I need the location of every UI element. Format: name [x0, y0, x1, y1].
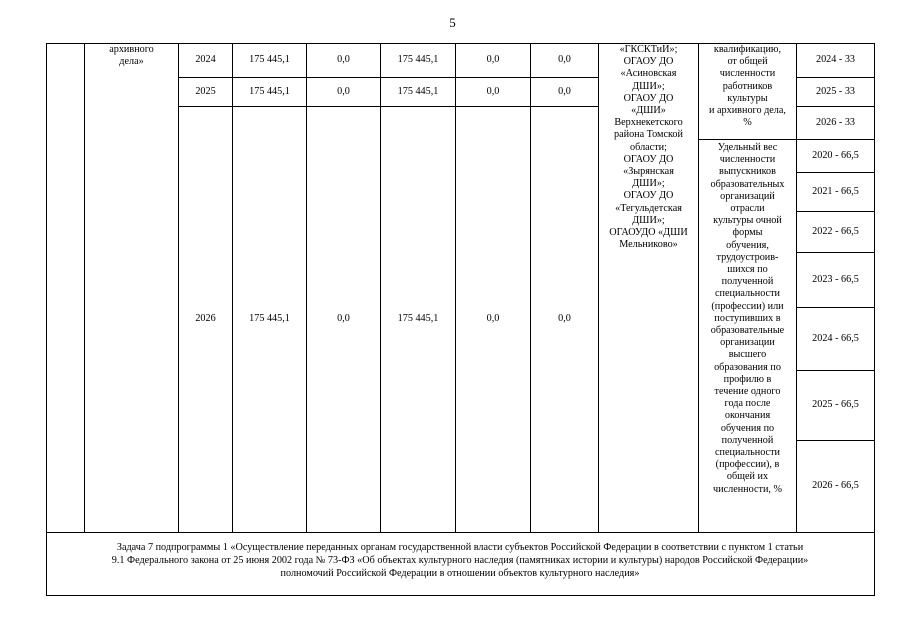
- year-cell: 2026: [195, 313, 216, 325]
- indicator-line: образовательные: [710, 325, 785, 337]
- indicator-line: и архивного дела,: [709, 105, 786, 117]
- indicator-line: Удельный вес: [717, 142, 778, 153]
- value-cell: 175 445,1: [397, 54, 439, 66]
- executor-line: области;: [630, 141, 667, 153]
- event-name-line: дела»: [119, 56, 144, 68]
- executor-line: ДШИ»;: [632, 178, 665, 190]
- indicator-line: численности: [719, 154, 776, 166]
- indicator-line: %: [743, 117, 752, 129]
- year-cell: 2025: [195, 85, 216, 97]
- value-cell: 0,0: [337, 85, 350, 97]
- indicator-text-cell: [699, 44, 796, 139]
- indicator-line: обучения по: [720, 422, 775, 434]
- indicator-line: организаций: [720, 190, 775, 202]
- executor-line: ДШИ»;: [632, 214, 665, 226]
- executor-line: ОГАОУ ДО: [623, 92, 674, 104]
- executor-line: ОГАОУ ДО: [623, 56, 674, 68]
- executor-line: ОГАОУДО «ДШИ: [609, 227, 688, 239]
- indicator-line: общей их: [726, 471, 769, 483]
- event-name-cell: [85, 44, 178, 84]
- indicator-text-cell: [699, 142, 796, 532]
- task-description-line: полномочий Российской Федерации в отношении объектов культурного наследия»: [280, 568, 640, 579]
- indicator-value-cell: 2025 - 33: [815, 85, 856, 97]
- value-cell: 175 445,1: [397, 313, 439, 325]
- executor-line: ОГАОУ ДО: [623, 153, 674, 165]
- value-cell: 0,0: [558, 54, 571, 66]
- indicator-line: года после: [724, 398, 771, 410]
- indicator-line: отрасли: [730, 203, 765, 215]
- indicator-line: (профессии) или: [711, 300, 784, 312]
- indicator-line: поступивших в: [714, 312, 781, 324]
- value-cell: 0,0: [337, 54, 350, 66]
- indicator-line: профилю в: [723, 373, 772, 385]
- indicator-value-cell: 2026 - 33: [815, 116, 856, 128]
- executor-line: «ДШИ»: [631, 105, 666, 117]
- executor-line: «Зырянская: [623, 166, 674, 178]
- task-description-line: 9.1 Федерального закона от 25 июня 2002 года № 73-ФЗ «Об объектах культурного наследия (памятниках истории и культуры) народов Российской Федерации»: [111, 555, 809, 566]
- executor-cell: [599, 44, 698, 284]
- indicator-line: специальности: [715, 447, 780, 459]
- indicator-line: полученной: [721, 434, 774, 446]
- indicator-line: специальности: [715, 288, 780, 300]
- year-cell: 2024: [195, 54, 216, 66]
- indicator-value-cell: 2026 - 66,5: [812, 480, 859, 492]
- indicator-line: образовательных: [710, 178, 785, 190]
- indicator-line: образования по: [714, 361, 781, 373]
- event-name-line: архивного: [109, 44, 154, 55]
- executor-line: ДШИ»;: [632, 80, 665, 92]
- page-number: 5: [449, 15, 456, 30]
- indicator-line: культуры: [727, 92, 768, 104]
- indicator-line: квалификацию,: [713, 44, 782, 55]
- indicator-line: обучения,: [726, 239, 769, 251]
- indicator-line: трудоустроив-: [716, 251, 779, 263]
- indicator-line: численности: [719, 68, 776, 80]
- executor-line: «ГКСКТиИ»;: [619, 44, 678, 55]
- indicator-value-cell: 2023 - 66,5: [812, 273, 859, 285]
- value-cell: 0,0: [486, 313, 500, 325]
- indicator-line: организации: [720, 337, 775, 349]
- indicator-value-cell: 2022 - 66,5: [812, 225, 859, 237]
- value-cell: 0,0: [558, 85, 571, 97]
- indicator-value-cell: 2020 - 66,5: [812, 149, 859, 161]
- executor-line: «Тегульдетская: [615, 202, 682, 214]
- value-cell: 175 445,1: [249, 313, 290, 325]
- task-description: [46, 541, 874, 580]
- indicator-line: течение одного: [714, 386, 781, 398]
- executor-line: ОГАОУ ДО: [623, 190, 674, 202]
- executor-line: Верхнекетского: [614, 117, 683, 129]
- indicator-line: полученной: [721, 276, 774, 288]
- indicator-line: (профессии), в: [715, 459, 780, 471]
- indicator-line: от общей: [727, 56, 768, 68]
- value-cell: 0,0: [558, 313, 571, 325]
- indicator-line: высшего: [728, 349, 767, 361]
- indicator-value-cell: 2024 - 66,5: [812, 332, 859, 344]
- indicator-line: работников: [722, 80, 773, 92]
- indicator-line: окончания: [724, 410, 771, 422]
- value-cell: 0,0: [486, 54, 500, 66]
- value-cell: 0,0: [337, 313, 350, 325]
- indicator-line: шихся по: [727, 264, 768, 276]
- indicator-line: культуры очной: [713, 215, 782, 227]
- indicator-line: численности, %: [713, 483, 782, 495]
- executor-line: «Асиновская: [620, 68, 677, 80]
- indicator-line: формы: [732, 227, 763, 239]
- executor-line: Мельниково»: [619, 239, 678, 251]
- indicator-value-cell: 2021 - 66,5: [812, 185, 859, 197]
- indicator-value-cell: 2024 - 33: [815, 54, 856, 66]
- value-cell: 175 445,1: [249, 54, 290, 66]
- value-cell: 0,0: [486, 85, 500, 97]
- indicator-line: выпускников: [719, 166, 776, 178]
- value-cell: 175 445,1: [397, 85, 439, 97]
- indicator-value-cell: 2025 - 66,5: [812, 399, 859, 411]
- task-description-line: Задача 7 подпрограммы 1 «Осуществление переданных органам государственной власти субъектов Российской Федерации в соответствии с пунктом 1 статьи: [116, 542, 804, 553]
- executor-line: района Томской: [614, 129, 683, 141]
- value-cell: 175 445,1: [249, 85, 290, 97]
